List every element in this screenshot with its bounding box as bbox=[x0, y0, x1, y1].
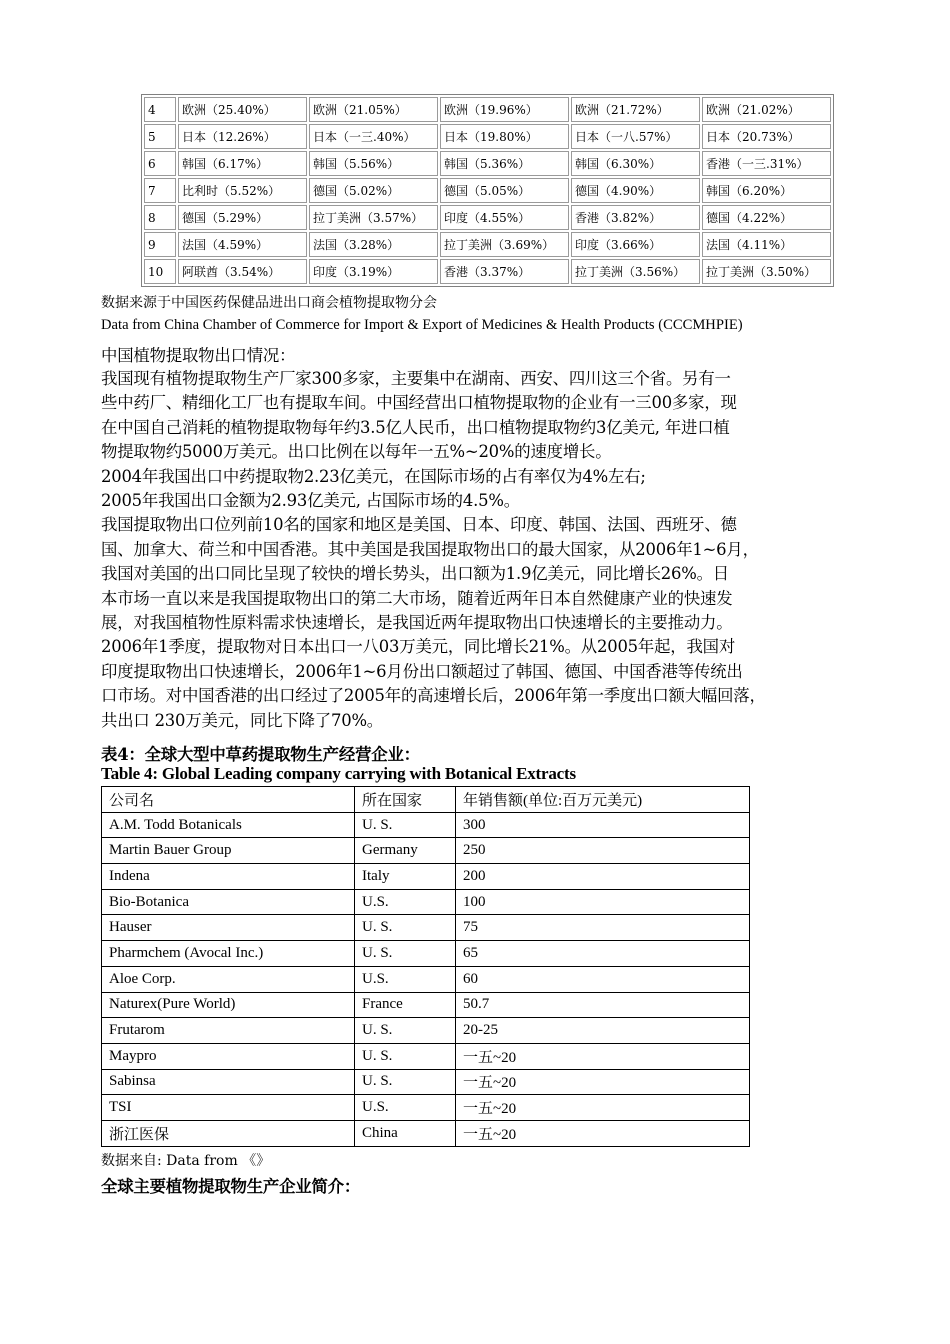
rank-cell: 德国（5.05%） bbox=[440, 178, 569, 203]
paragraph-line: 印度提取物出口快速增长，2006年1~6月份出口额超过了韩国、德国、中国香港等传统出 bbox=[101, 661, 743, 681]
paragraph-line: 在中国自己消耗的植物提取物每年约3.5亿人民币，出口植物提取物约3亿美元, 年进口植 bbox=[101, 417, 730, 437]
table-cell: U. S. bbox=[355, 812, 456, 838]
table-cell: 一五~20 bbox=[456, 1095, 750, 1121]
rank-cell: 欧洲（21.72%） bbox=[571, 97, 700, 122]
table-cell: U. S. bbox=[355, 1069, 456, 1095]
paragraph-line: 些中药厂、精细化工厂也有提取车间。中国经营出口植物提取物的企业有一三00多家，现 bbox=[101, 393, 737, 413]
table-row bbox=[102, 1069, 750, 1095]
table-row bbox=[102, 1095, 750, 1121]
rank-cell: 比利时（5.52%） bbox=[178, 178, 307, 203]
paragraph-line: 2004年我国出口中药提取物2.23亿美元，在国际市场的占有率仅为4%左右; bbox=[101, 466, 646, 486]
rank-number: 5 bbox=[144, 124, 176, 149]
rank-number: 4 bbox=[144, 97, 176, 122]
table-cell: Indena bbox=[102, 864, 355, 890]
table-row bbox=[102, 838, 750, 864]
rank-cell: 香港（3.82%） bbox=[571, 205, 700, 230]
rank-number: 8 bbox=[144, 205, 176, 230]
table-cell: Naturex(Pure World) bbox=[102, 992, 355, 1018]
paragraph-line: 2005年我国出口金额为2.93亿美元, 占国际市场的4.5%。 bbox=[101, 491, 520, 510]
rank-cell: 欧洲（19.96%） bbox=[440, 97, 569, 122]
table-cell: France bbox=[355, 992, 456, 1018]
table-cell: 60 bbox=[456, 966, 750, 992]
source-note-cn: 数据来源于中国医药保健品进出口商会植物提取物分会 bbox=[101, 295, 437, 311]
table4-title-cn: 表4：全球大型中草药提取物生产经营企业： bbox=[101, 745, 420, 764]
rank-cell: 德国（4.22%） bbox=[702, 205, 831, 230]
rank-cell: 德国（4.90%） bbox=[571, 178, 700, 203]
rank-cell: 法国（3.28%） bbox=[309, 232, 438, 257]
table-cell: U. S. bbox=[355, 941, 456, 967]
rank-row bbox=[144, 151, 831, 176]
table-row bbox=[102, 889, 750, 915]
rank-row bbox=[144, 259, 831, 284]
paragraph-line: 本市场一直以来是我国提取物出口的第二大市场，随着近两年日本自然健康产业的快速发 bbox=[101, 588, 733, 608]
paragraph-line: 我国对美国的出口同比呈现了较快的增长势头，出口额为1.9亿美元，同比增长26%。日 bbox=[101, 564, 729, 584]
rank-cell: 韩国（6.17%） bbox=[178, 151, 307, 176]
table-cell: 200 bbox=[456, 864, 750, 890]
rank-row bbox=[144, 205, 831, 230]
table-cell: U.S. bbox=[355, 1095, 456, 1121]
rank-number: 10 bbox=[144, 259, 176, 284]
table-cell: Aloe Corp. bbox=[102, 966, 355, 992]
table-row bbox=[102, 1120, 750, 1146]
table-cell: Hauser bbox=[102, 915, 355, 941]
table-row bbox=[102, 992, 750, 1018]
companies-table bbox=[101, 786, 750, 1147]
table-cell: 一五~20 bbox=[456, 1043, 750, 1069]
table-cell: 年销售额(单位:百万元美元) bbox=[456, 787, 750, 813]
rank-cell: 印度（3.66%） bbox=[571, 232, 700, 257]
paragraph-line: 共出口 230万美元，同比下降了70%。 bbox=[101, 710, 384, 730]
table-cell: 一五~20 bbox=[456, 1069, 750, 1095]
rank-cell: 拉丁美洲（3.57%） bbox=[309, 205, 438, 230]
table-cell: 300 bbox=[456, 812, 750, 838]
rank-cell: 韩国（5.36%） bbox=[440, 151, 569, 176]
rank-row bbox=[144, 97, 831, 122]
table-cell: Pharmchem (Avocal Inc.) bbox=[102, 941, 355, 967]
rank-cell: 拉丁美洲（3.69%） bbox=[440, 232, 569, 257]
table-row bbox=[102, 1043, 750, 1069]
rank-row bbox=[144, 178, 831, 203]
rank-cell: 韩国（5.56%） bbox=[309, 151, 438, 176]
table-cell: Maypro bbox=[102, 1043, 355, 1069]
table-cell: 50.7 bbox=[456, 992, 750, 1018]
table-row bbox=[102, 915, 750, 941]
rank-row bbox=[144, 232, 831, 257]
rank-row bbox=[144, 124, 831, 149]
final-heading: 全球主要植物提取物生产企业简介： bbox=[101, 1177, 361, 1196]
rank-cell: 拉丁美洲（3.50%） bbox=[702, 259, 831, 284]
table-cell: 公司名 bbox=[102, 787, 355, 813]
table-cell: U. S. bbox=[355, 1018, 456, 1044]
paragraph-line: 我国提取物出口位列前10名的国家和地区是美国、日本、印度、韩国、法国、西班牙、德 bbox=[101, 515, 737, 535]
rank-cell: 印度（3.19%） bbox=[309, 259, 438, 284]
rank-cell: 香港（3.37%） bbox=[440, 259, 569, 284]
section-heading: 中国植物提取物出口情况： bbox=[101, 346, 296, 365]
table-cell: U.S. bbox=[355, 889, 456, 915]
table-cell: 75 bbox=[456, 915, 750, 941]
table-cell: Frutarom bbox=[102, 1018, 355, 1044]
table-cell: Martin Bauer Group bbox=[102, 838, 355, 864]
rank-cell: 法国（4.11%） bbox=[702, 232, 831, 257]
table-row bbox=[102, 1018, 750, 1044]
rank-number: 6 bbox=[144, 151, 176, 176]
table-cell: U. S. bbox=[355, 1043, 456, 1069]
source-note-en: Data from China Chamber of Commerce for Import & Export of Medicines & Health Products (CCCMHPIE) bbox=[101, 317, 743, 333]
paragraph-line: 口市场。对中国香港的出口经过了2005年的高速增长后，2006年第一季度出口额大幅回落， bbox=[101, 686, 766, 706]
rank-cell: 欧洲（21.05%） bbox=[309, 97, 438, 122]
table-cell: 所在国家 bbox=[355, 787, 456, 813]
rank-cell: 欧洲（25.40%） bbox=[178, 97, 307, 122]
table-cell: Sabinsa bbox=[102, 1069, 355, 1095]
table-cell: 20-25 bbox=[456, 1018, 750, 1044]
table-row bbox=[102, 966, 750, 992]
table-cell: U. S. bbox=[355, 915, 456, 941]
rank-cell: 阿联酋（3.54%） bbox=[178, 259, 307, 284]
table4-source: 数据来自: Data from 《》 bbox=[101, 1153, 271, 1169]
table-cell: 一五~20 bbox=[456, 1120, 750, 1146]
rank-cell: 日本（一八.57%） bbox=[571, 124, 700, 149]
table-cell: 250 bbox=[456, 838, 750, 864]
rank-cell: 日本（12.26%） bbox=[178, 124, 307, 149]
paragraph-line: 国、加拿大、荷兰和中国香港。其中美国是我国提取物出口的最大国家，从2006年1~6月， bbox=[101, 539, 759, 559]
rank-cell: 韩国（6.20%） bbox=[702, 178, 831, 203]
table-cell: China bbox=[355, 1120, 456, 1146]
table4-title-en: Table 4: Global Leading company carrying with Botanical Extracts bbox=[101, 764, 576, 783]
table-cell: Bio-Botanica bbox=[102, 889, 355, 915]
table-header-row bbox=[102, 787, 750, 813]
table-row bbox=[102, 812, 750, 838]
rank-number: 7 bbox=[144, 178, 176, 203]
export-rank-table bbox=[141, 94, 834, 287]
rank-cell: 欧洲（21.02%） bbox=[702, 97, 831, 122]
rank-cell: 拉丁美洲（3.56%） bbox=[571, 259, 700, 284]
rank-cell: 日本（20.73%） bbox=[702, 124, 831, 149]
rank-cell: 日本（一三.40%） bbox=[309, 124, 438, 149]
rank-number: 9 bbox=[144, 232, 176, 257]
table-row bbox=[102, 941, 750, 967]
paragraph-line: 展，对我国植物性原料需求快速增长，是我国近两年提取物出口快速增长的主要推动力。 bbox=[101, 613, 733, 632]
table-cell: TSI bbox=[102, 1095, 355, 1121]
table-cell: Germany bbox=[355, 838, 456, 864]
paragraph-line: 2006年1季度，提取物对日本出口一八03万美元，同比增长21%。从2005年起，我国对 bbox=[101, 637, 736, 657]
paragraph-line: 我国现有植物提取物生产厂家300多家，主要集中在湖南、西安、四川这三个省。另有一 bbox=[101, 369, 731, 388]
paragraph-line: 物提取物约5000万美元。出口比例在以每年一五%~20%的速度增长。 bbox=[101, 442, 612, 462]
rank-cell: 印度（4.55%） bbox=[440, 205, 569, 230]
table-cell: 浙江医保 bbox=[102, 1120, 355, 1146]
table-row bbox=[102, 864, 750, 890]
rank-cell: 法国（4.59%） bbox=[178, 232, 307, 257]
table-cell: A.M. Todd Botanicals bbox=[102, 812, 355, 838]
table-cell: 100 bbox=[456, 889, 750, 915]
rank-cell: 香港（一三.31%） bbox=[702, 151, 831, 176]
rank-cell: 日本（19.80%） bbox=[440, 124, 569, 149]
table-cell: Italy bbox=[355, 864, 456, 890]
rank-cell: 德国（5.29%） bbox=[178, 205, 307, 230]
table-cell: U.S. bbox=[355, 966, 456, 992]
rank-cell: 韩国（6.30%） bbox=[571, 151, 700, 176]
rank-cell: 德国（5.02%） bbox=[309, 178, 438, 203]
table-cell: 65 bbox=[456, 941, 750, 967]
